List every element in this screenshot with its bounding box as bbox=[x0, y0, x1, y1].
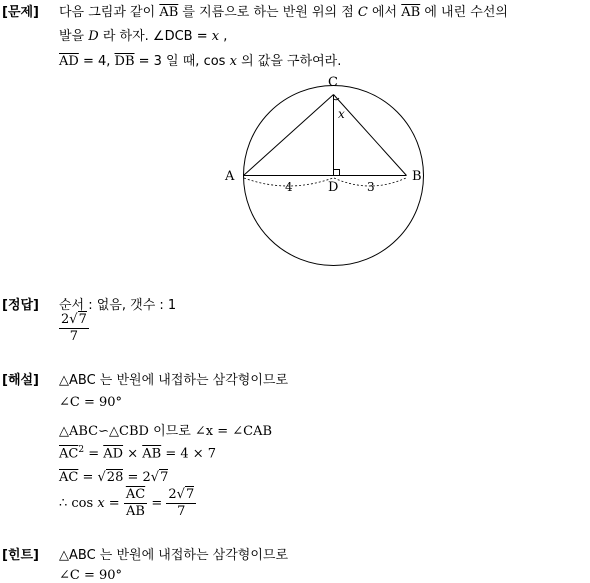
hint-line-2: ∠C = 90° bbox=[59, 568, 123, 583]
solution-line-1: △ABC 는 반원에 내접하는 삼각형이므로 bbox=[59, 373, 288, 388]
equals: = bbox=[84, 446, 104, 462]
radicand: 7 bbox=[160, 470, 169, 485]
problem-text: 를 지름으로 하는 반원 위의 점 bbox=[182, 5, 354, 20]
problem-text: , bbox=[219, 29, 228, 44]
fraction-den: 7 bbox=[177, 504, 186, 519]
problem-line-2 bbox=[59, 25, 227, 44]
problem-text: 라 하자. ∠DCB = bbox=[102, 29, 212, 44]
label-x: x bbox=[338, 107, 345, 121]
equals-sqrt: = √ bbox=[78, 470, 106, 485]
problem-text: 다음 그림과 같이 bbox=[59, 5, 156, 20]
point-c: C bbox=[357, 5, 368, 20]
solution-line-4 bbox=[59, 445, 216, 461]
answer-fraction: $\frac{2√7}{7}$ bbox=[61, 312, 87, 344]
problem-line-3 bbox=[59, 50, 341, 69]
segment-ad: $\overline{AD}$ bbox=[103, 446, 124, 462]
answer-num-coef: 2 bbox=[61, 312, 70, 327]
equals: = bbox=[104, 496, 124, 511]
fraction-den-ab: AB bbox=[126, 504, 145, 519]
semicircle-figure bbox=[220, 70, 420, 260]
segment-ad: $\overline{AD}$ bbox=[59, 54, 79, 69]
segment-ab: $\overline{AB}$ bbox=[142, 446, 162, 462]
variable-x: x bbox=[229, 54, 237, 69]
times: × bbox=[123, 446, 143, 462]
label-b: B bbox=[412, 169, 422, 184]
length-db: 3 bbox=[367, 180, 375, 194]
hint-label: [힌트] bbox=[2, 548, 39, 563]
exponent: 2 bbox=[78, 445, 85, 455]
answer-num-rad: 7 bbox=[78, 312, 87, 327]
equals: = bbox=[147, 496, 167, 511]
segment-ab: $\overline{AB}$ bbox=[401, 5, 421, 20]
problem-text: 에서 bbox=[372, 5, 398, 20]
problem-text: 발을 bbox=[59, 29, 85, 44]
problem-text: = 3 일 때, cos bbox=[134, 54, 230, 69]
answer-order-count: 순서 : 없음, 갯수 : 1 bbox=[59, 298, 177, 313]
segment-ac: $\overline{AC}$ bbox=[59, 446, 79, 462]
problem-text: 에 내린 수선의 bbox=[424, 5, 508, 20]
answer-den: 7 bbox=[69, 329, 79, 344]
problem-text: 의 값을 구하여라. bbox=[236, 54, 342, 69]
therefore-cos: ∴ cos bbox=[59, 496, 98, 511]
segment-ac bbox=[244, 95, 334, 176]
length-ad: 4 bbox=[285, 180, 293, 194]
point-d: D bbox=[88, 29, 99, 44]
label-a: A bbox=[225, 169, 235, 184]
segment-db: $\overline{DB}$ bbox=[114, 54, 135, 69]
segment-ac: $\overline{AC}$ bbox=[59, 470, 79, 485]
variable-x: x bbox=[97, 496, 105, 511]
label-c: C bbox=[328, 75, 338, 90]
segment-ab: $\overline{AB}$ bbox=[159, 5, 179, 20]
radicand: 28 bbox=[106, 470, 124, 485]
fraction-coef: 2 bbox=[168, 487, 177, 502]
hint-line-1: △ABC 는 반원에 내접하는 삼각형이므로 bbox=[59, 548, 288, 563]
solution-label: [해설] bbox=[2, 373, 39, 388]
fraction-rad: 7 bbox=[185, 487, 195, 502]
variable-x: x bbox=[211, 29, 220, 44]
solution-line-2: ∠C = 90° bbox=[59, 395, 123, 410]
solution-line-6: ∴ cos x = $\frac{\overline{AC}}{AB}$ = $\frac{2√7}{7}$ bbox=[59, 487, 195, 519]
problem-line-1 bbox=[59, 1, 508, 20]
problem-text: = 4, bbox=[78, 54, 115, 69]
right-angle-mark bbox=[334, 170, 340, 176]
fraction-num-ac: $\overline{AC}$ bbox=[125, 487, 146, 502]
label-d: D bbox=[328, 180, 339, 195]
solution-line-3: △ABC∽△CBD 이므로 ∠x = ∠CAB bbox=[59, 424, 273, 439]
problem-label: [문제] bbox=[2, 5, 39, 20]
equals-sqrt: = 2√ bbox=[123, 470, 160, 485]
solution-line-5 bbox=[59, 470, 168, 485]
solution-text: = 4 × 7 bbox=[161, 446, 217, 462]
answer-label: [정답] bbox=[2, 298, 39, 313]
